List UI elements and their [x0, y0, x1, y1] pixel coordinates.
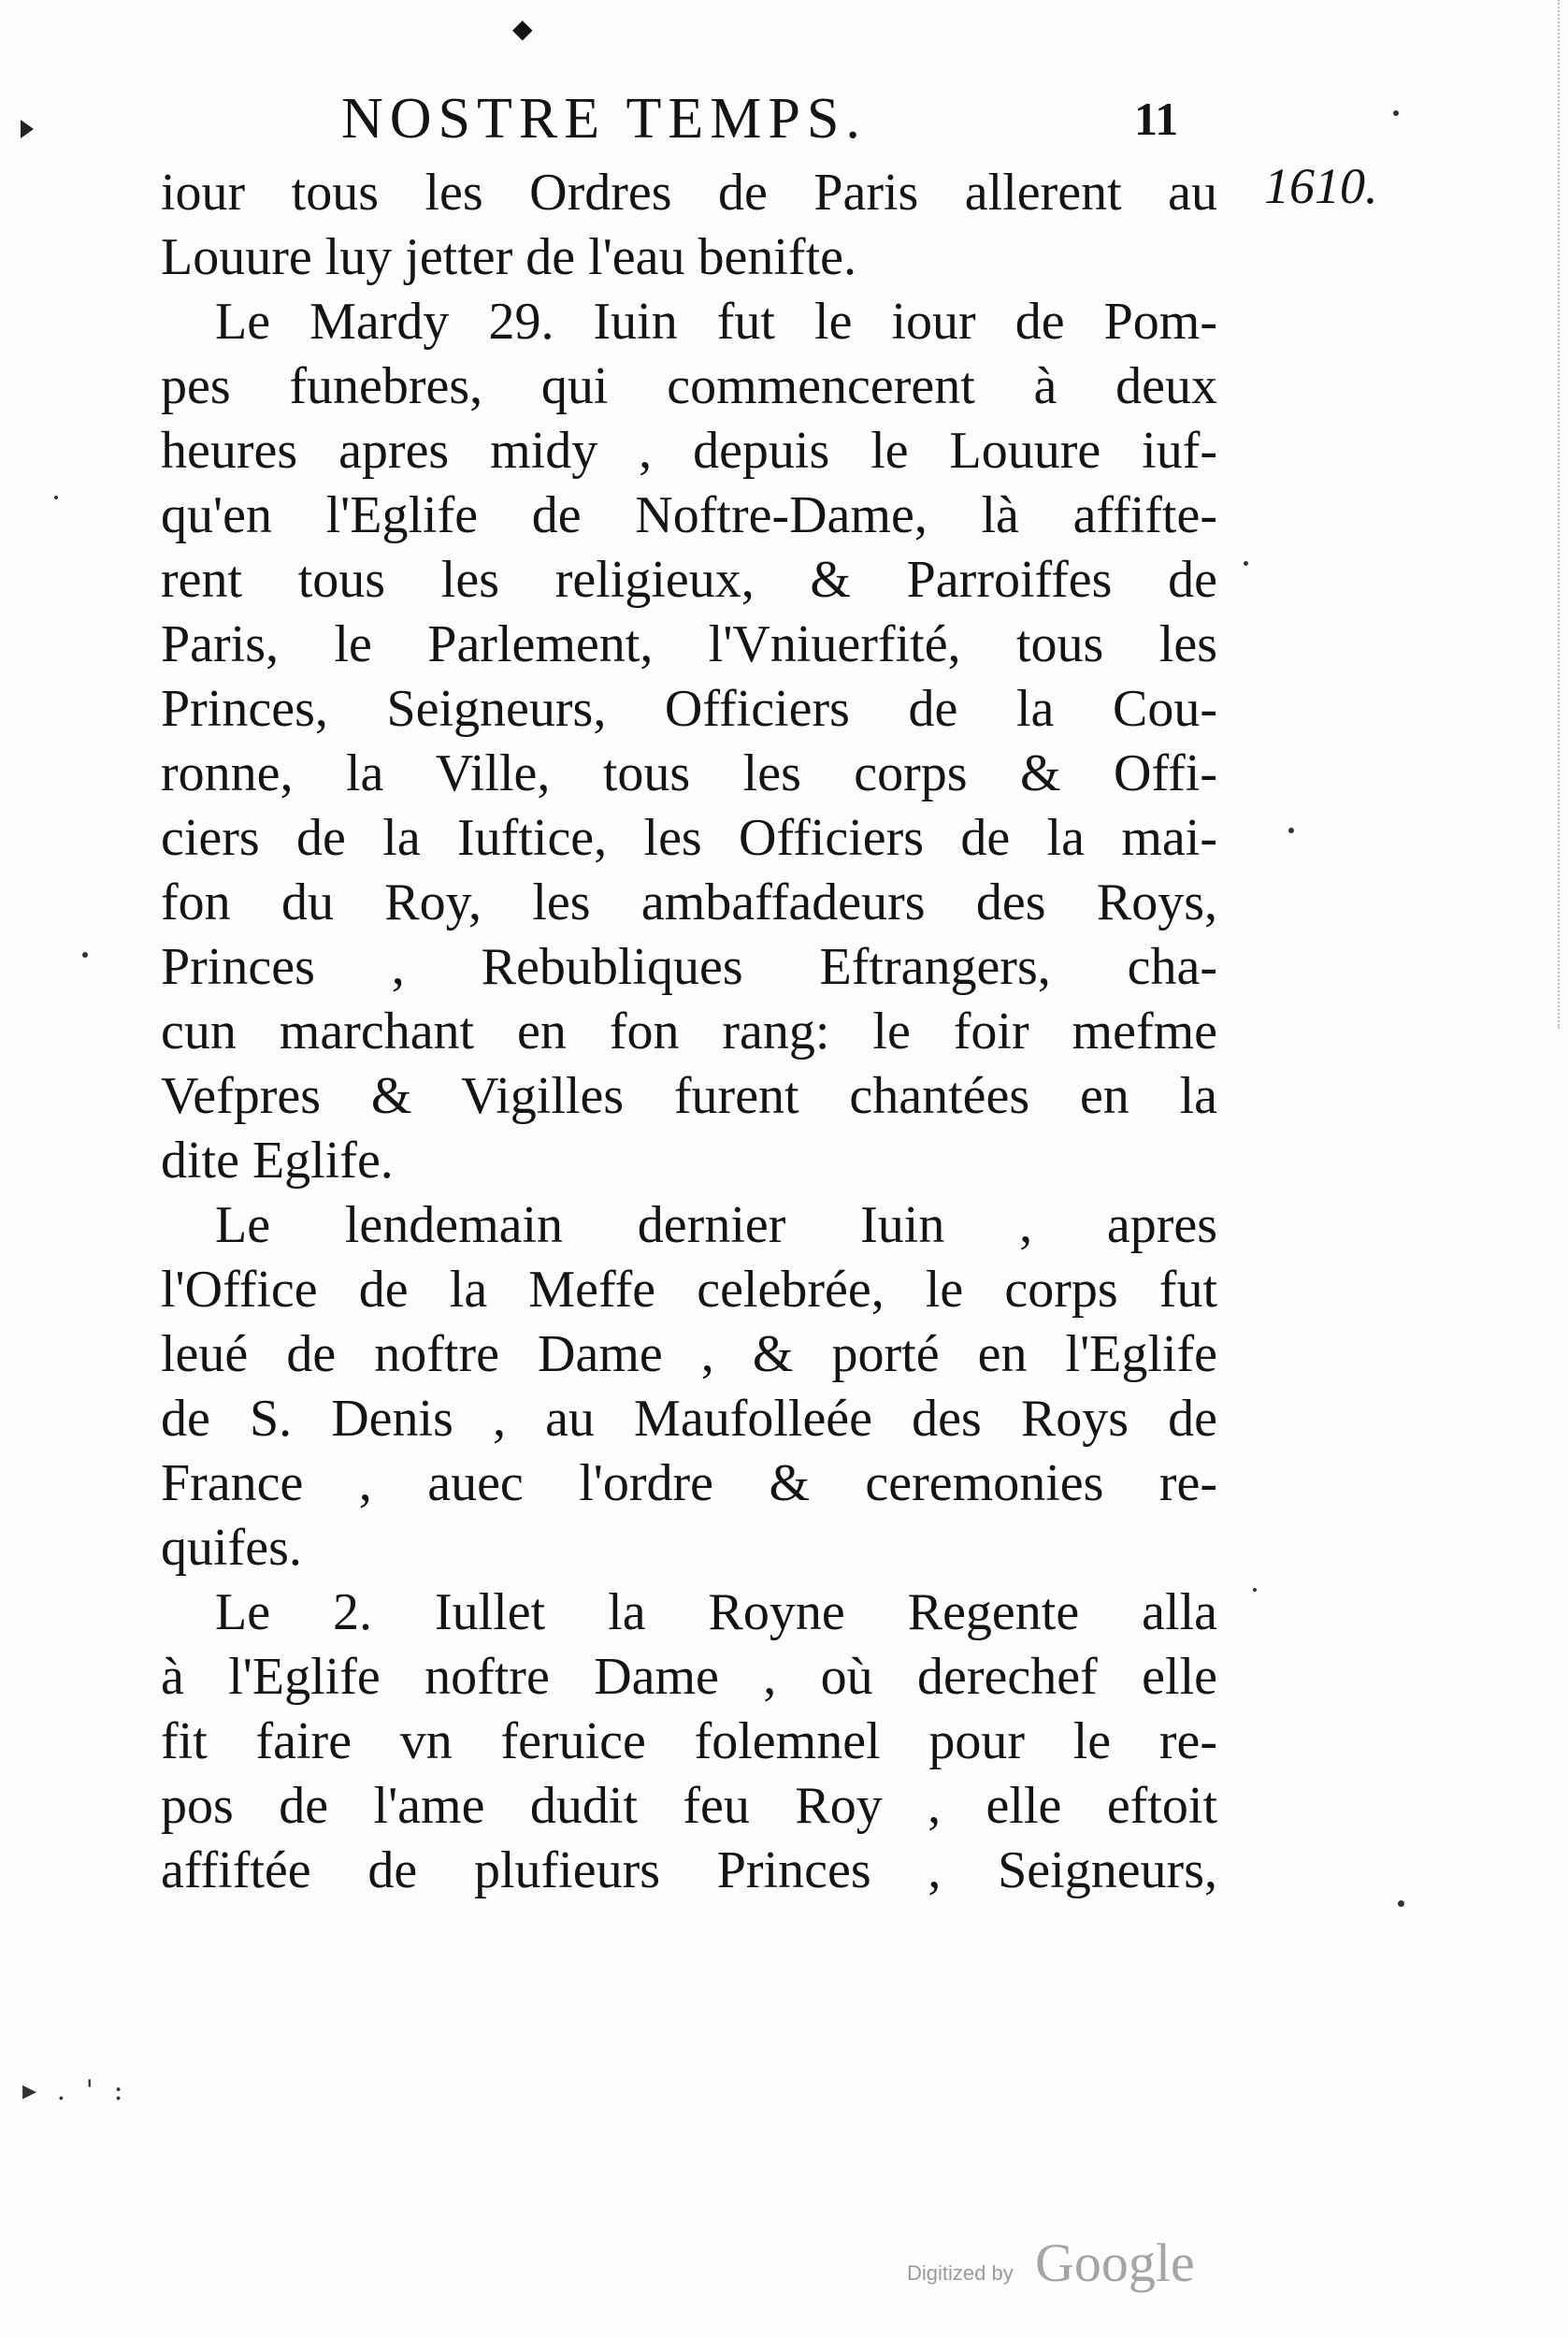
margin-pointer-icon: [21, 120, 34, 138]
text-line: cun marchant en fon rang: le foir mefme: [161, 1003, 1217, 1061]
text-line: affiftée de plufieurs Princes , Seigneurs,: [161, 1841, 1217, 1899]
ink-speck: [54, 496, 58, 499]
text-line: rent tous les religieux, & Parroiffes de: [161, 551, 1217, 609]
page-number: 11: [1134, 93, 1179, 145]
text-line: France , auec l'ordre & ceremonies re-: [161, 1454, 1217, 1512]
text-line: Le 2. Iullet la Royne Regente alla: [215, 1583, 1217, 1641]
digitized-label: Digitized by: [907, 2261, 1014, 2285]
body-text: [161, 161, 1217, 1903]
running-title: NOSTRE TEMPS.: [341, 87, 867, 151]
text-line: qu'en l'Eglife de Noftre-Dame, là affifte-: [161, 486, 1217, 544]
text-line: ciers de la Iuftice, les Officiers de la mai-: [161, 809, 1217, 867]
text-line: Le lendemain dernier Iuin , apres: [215, 1196, 1217, 1254]
text-line: heures apres midy , depuis le Louure iuf-: [161, 422, 1217, 480]
text-line: fit faire vn feruice folemnel pour le re-: [161, 1712, 1217, 1770]
text-line: l'Office de la Meffe celebrée, le corps fut: [161, 1261, 1217, 1319]
margin-year: 1610.: [1264, 158, 1378, 214]
text-line: fon du Roy, les ambaffadeurs des Roys,: [161, 873, 1217, 931]
ink-speck: [1253, 1588, 1257, 1592]
text-line: Vefpres & Vigilles furent chantées en la: [161, 1067, 1217, 1125]
text-line: Le Mardy 29. Iuin fut le iour de Pom-: [215, 293, 1217, 351]
ink-speck: [1398, 1900, 1404, 1907]
text-line: Louure luy jetter de l'eau benifte.: [161, 228, 856, 286]
text-line: pes funebres, qui commencerent à deux: [161, 357, 1217, 415]
text-line: quifes.: [161, 1519, 302, 1577]
text-line: dite Eglife.: [161, 1132, 394, 1190]
text-line: Princes, Seigneurs, Officiers de la Cou-: [161, 680, 1217, 738]
printer-mark-icon: ◆: [512, 13, 533, 44]
text-line: leué de noftre Dame , & porté en l'Eglife: [161, 1325, 1217, 1383]
ink-speck: [1393, 110, 1399, 116]
ink-speck: [1288, 828, 1294, 833]
ink-speck: [82, 952, 88, 958]
text-line: à l'Eglife noftre Dame , où derechef elle: [161, 1648, 1217, 1706]
text-line: de S. Denis , au Maufolleée des Roys de: [161, 1390, 1217, 1448]
google-logo: Google: [1035, 2232, 1195, 2293]
ink-speck: [1244, 561, 1248, 566]
text-line: Princes , Rebubliques Eftrangers, cha-: [161, 938, 1217, 996]
text-line: Paris, le Parlement, l'Vniuerfité, tous les: [161, 615, 1217, 673]
text-line: iour tous les Ordres de Paris allerent au: [161, 164, 1217, 222]
text-line: ronne, la Ville, tous les corps & Offi-: [161, 744, 1217, 802]
margin-mark-icon: ▸ . ' :: [22, 2074, 129, 2107]
text-line: pos de l'ame dudit feu Roy , elle eftoit: [161, 1777, 1217, 1835]
page-edge: [1558, 0, 1562, 1029]
